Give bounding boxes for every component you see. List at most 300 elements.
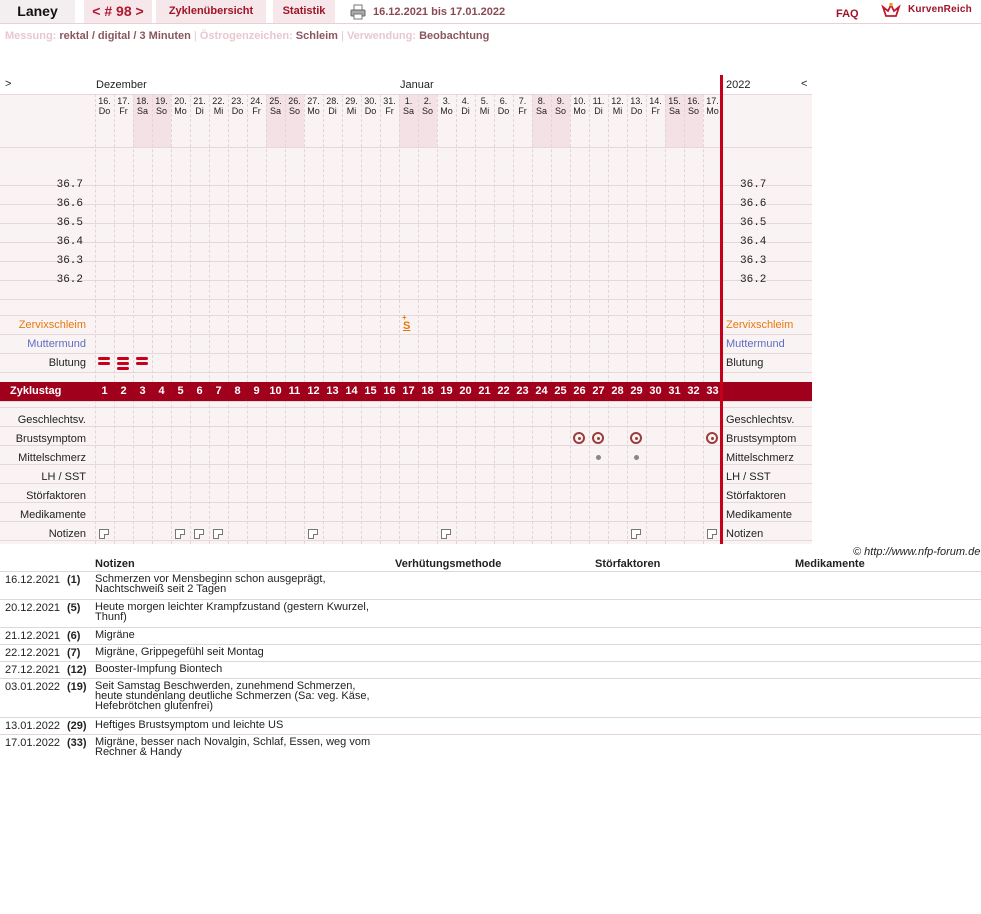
grid-line bbox=[0, 464, 812, 465]
grid-vline bbox=[513, 94, 514, 544]
grid-vline bbox=[665, 94, 666, 544]
day-header[interactable] bbox=[133, 96, 152, 116]
cycle-day-number: 1 bbox=[101, 385, 108, 397]
note-icon[interactable] bbox=[631, 529, 641, 539]
grid-vline bbox=[114, 94, 115, 544]
grid-vline bbox=[304, 94, 305, 544]
day-weekday: Sa bbox=[668, 106, 680, 116]
cycle-day-number: 32 bbox=[687, 385, 700, 397]
blutung-label-right: Blutung bbox=[726, 357, 764, 369]
notes-row bbox=[0, 644, 981, 661]
note-text: Seit Samstag Beschwerden, zunehmend Schmerzen, heute stundenlang deutliche Schmerzen (Sa: veg. Käse, Hefebrötchen glutenfrei) bbox=[95, 680, 370, 712]
zervix-label-right: Zervixschleim bbox=[726, 319, 794, 331]
notes-row bbox=[0, 571, 981, 599]
day-header[interactable] bbox=[475, 96, 494, 116]
day-header[interactable] bbox=[437, 96, 456, 116]
nav-next-button[interactable]: < bbox=[801, 78, 808, 90]
notizen-label-right: Notizen bbox=[726, 528, 764, 540]
grid-line bbox=[0, 299, 812, 300]
day-date: 8. bbox=[537, 96, 546, 106]
grid-vline bbox=[532, 94, 533, 544]
day-date: 29. bbox=[345, 96, 358, 106]
day-weekday: So bbox=[288, 106, 300, 116]
day-header[interactable] bbox=[646, 96, 665, 116]
cycle-day-number: 17 bbox=[402, 385, 415, 397]
day-header[interactable] bbox=[266, 96, 285, 116]
lh-label-right: LH / SST bbox=[726, 471, 771, 483]
grid-vline bbox=[608, 94, 609, 544]
grid-vline bbox=[361, 94, 362, 544]
grid-line bbox=[0, 353, 812, 354]
day-header[interactable] bbox=[247, 96, 266, 116]
usage-value: Beobachtung bbox=[419, 30, 490, 42]
grid-vline bbox=[266, 94, 267, 544]
note-cycle-day: (6) bbox=[67, 630, 81, 642]
day-date: 21. bbox=[193, 96, 206, 106]
col-notes-header: Notizen bbox=[95, 558, 135, 570]
grid-vline bbox=[475, 94, 476, 544]
info-bar bbox=[5, 30, 489, 44]
grid-line bbox=[0, 261, 812, 262]
cycle-day-number: 30 bbox=[649, 385, 662, 397]
measurement-value: rektal / digital / 3 Minuten bbox=[59, 30, 191, 42]
mittelschmerz-dot[interactable] bbox=[634, 455, 639, 460]
day-weekday: Sa bbox=[402, 106, 414, 116]
cycle-day-number: 21 bbox=[478, 385, 491, 397]
grid-vline bbox=[646, 94, 647, 544]
day-date: 12. bbox=[611, 96, 624, 106]
day-weekday: Do bbox=[630, 106, 643, 116]
temp-label: 36.2 bbox=[56, 274, 83, 286]
breast-symptom-icon[interactable] bbox=[592, 432, 604, 444]
day-weekday: Do bbox=[98, 106, 111, 116]
grid-line bbox=[0, 407, 812, 408]
note-date: 21.12.2021 bbox=[5, 630, 61, 642]
day-header[interactable] bbox=[304, 96, 323, 116]
bleeding-icon[interactable] bbox=[117, 357, 129, 367]
temp-label: 36.3 bbox=[56, 255, 83, 267]
day-weekday: Sa bbox=[269, 106, 281, 116]
day-date: 23. bbox=[231, 96, 244, 106]
note-icon[interactable] bbox=[175, 529, 185, 539]
day-weekday: Di bbox=[594, 106, 603, 116]
notes-row bbox=[0, 599, 981, 627]
geschlechtsv-label-right: Geschlechtsv. bbox=[726, 414, 795, 426]
geschlechtsv-label: Geschlechtsv. bbox=[17, 414, 86, 426]
estrogen-label: Östrogenzeichen: bbox=[199, 30, 293, 42]
day-date: 7. bbox=[518, 96, 527, 106]
tab-statistics[interactable]: Statistik bbox=[273, 0, 335, 23]
bleeding-icon[interactable] bbox=[98, 357, 110, 367]
day-header[interactable] bbox=[285, 96, 304, 116]
col-medication-header: Medikamente bbox=[795, 558, 865, 570]
day-date: 4. bbox=[461, 96, 470, 106]
note-text: Heute morgen leichter Krampfzustand (gestern Kwurzel, Thunf) bbox=[95, 601, 369, 623]
day-date: 5. bbox=[480, 96, 489, 106]
day-weekday: Fr bbox=[119, 106, 128, 116]
mittel-label: Mittelschmerz bbox=[18, 452, 86, 464]
day-header[interactable] bbox=[228, 96, 247, 116]
day-header[interactable] bbox=[418, 96, 437, 116]
temp-label: 36.7 bbox=[56, 179, 83, 191]
grid-line bbox=[0, 426, 812, 427]
day-weekday: Mo bbox=[573, 106, 586, 116]
grid-line bbox=[0, 185, 812, 186]
day-date: 17. bbox=[117, 96, 130, 106]
muttermund-label: Muttermund bbox=[27, 338, 86, 350]
temp-label: 36.4 bbox=[56, 236, 83, 248]
temp-label: 36.5 bbox=[56, 217, 83, 229]
printer-icon[interactable] bbox=[350, 4, 366, 20]
cycle-day-number: 2 bbox=[120, 385, 127, 397]
day-weekday: So bbox=[687, 106, 699, 116]
day-header[interactable] bbox=[532, 96, 551, 116]
grid-line bbox=[0, 204, 812, 205]
note-icon[interactable] bbox=[213, 529, 223, 539]
measurement-label: Messung: bbox=[5, 30, 57, 42]
brust-label-right: Brustsymptom bbox=[726, 433, 797, 445]
day-weekday: Fr bbox=[385, 106, 394, 116]
day-date: 31. bbox=[383, 96, 396, 106]
day-date: 27. bbox=[307, 96, 320, 106]
grid-vline bbox=[247, 94, 248, 544]
notes-row bbox=[0, 734, 981, 762]
day-header[interactable] bbox=[95, 96, 114, 116]
col-disturb-header: Störfaktoren bbox=[595, 558, 661, 570]
grid-vline bbox=[456, 94, 457, 544]
day-header[interactable] bbox=[323, 96, 342, 116]
note-icon[interactable] bbox=[441, 529, 451, 539]
breast-symptom-icon[interactable] bbox=[706, 432, 718, 444]
day-date: 25. bbox=[269, 96, 282, 106]
day-date: 20. bbox=[174, 96, 187, 106]
note-date: 03.01.2022 bbox=[5, 681, 61, 693]
day-date: 16. bbox=[687, 96, 700, 106]
note-text: Heftiges Brustsymptom und leichte US bbox=[95, 719, 284, 731]
day-date: 17. bbox=[706, 96, 719, 106]
cycle-day-number: 3 bbox=[139, 385, 146, 397]
day-date: 3. bbox=[442, 96, 451, 106]
grid-vline bbox=[703, 94, 704, 544]
grid-line bbox=[0, 502, 812, 503]
grid-vline bbox=[437, 94, 438, 544]
grid-vline bbox=[418, 94, 419, 544]
cycle-day-number: 24 bbox=[535, 385, 548, 397]
cycle-day-number: 9 bbox=[253, 385, 260, 397]
col-method-header: Verhütungsmethode bbox=[395, 558, 502, 570]
cycle-day-number: 22 bbox=[497, 385, 510, 397]
day-weekday: Di bbox=[195, 106, 204, 116]
day-date: 22. bbox=[212, 96, 225, 106]
cycle-day-number: 13 bbox=[326, 385, 339, 397]
note-cycle-day: (19) bbox=[67, 681, 87, 693]
today-marker bbox=[720, 75, 723, 544]
note-cycle-day: (12) bbox=[67, 664, 87, 676]
cycle-day-number: 29 bbox=[630, 385, 643, 397]
temp-label: 36.6 bbox=[56, 198, 83, 210]
day-header[interactable] bbox=[399, 96, 418, 116]
notes-row bbox=[0, 678, 981, 717]
cycle-day-bar bbox=[0, 382, 812, 401]
medi-label-right: Medikamente bbox=[726, 509, 793, 521]
grid-vline bbox=[380, 94, 381, 544]
cycle-day-number: 28 bbox=[611, 385, 624, 397]
cycle-day-number: 20 bbox=[459, 385, 472, 397]
cycle-day-number: 12 bbox=[307, 385, 320, 397]
medi-label: Medikamente bbox=[19, 509, 86, 521]
temp-label-right: 36.5 bbox=[740, 217, 767, 229]
day-weekday: So bbox=[421, 106, 433, 116]
day-header[interactable] bbox=[152, 96, 171, 116]
cycle-day-number: 18 bbox=[421, 385, 434, 397]
grid-line bbox=[0, 94, 812, 95]
day-weekday: So bbox=[155, 106, 167, 116]
mittelschmerz-dot[interactable] bbox=[596, 455, 601, 460]
day-header[interactable] bbox=[684, 96, 703, 116]
grid-vline bbox=[570, 94, 571, 544]
month-december: Dezember bbox=[96, 79, 147, 91]
day-header[interactable] bbox=[456, 96, 475, 116]
note-text: Migräne, Grippegefühl seit Montag bbox=[95, 646, 264, 658]
grid-vline bbox=[684, 94, 685, 544]
notes-row bbox=[0, 627, 981, 644]
grid-line bbox=[0, 445, 812, 446]
date-range: 16.12.2021 bis 17.01.2022 bbox=[373, 6, 506, 18]
day-weekday: Do bbox=[497, 106, 510, 116]
top-bar bbox=[0, 0, 981, 24]
day-header[interactable] bbox=[342, 96, 361, 116]
day-date: 2. bbox=[423, 96, 432, 106]
note-icon[interactable] bbox=[707, 529, 717, 539]
day-weekday: Fr bbox=[252, 106, 261, 116]
breast-symptom-icon[interactable] bbox=[630, 432, 642, 444]
day-header[interactable] bbox=[494, 96, 513, 116]
notizen-label: Notizen bbox=[48, 528, 86, 540]
day-weekday: Mo bbox=[706, 106, 719, 116]
notes-row bbox=[0, 661, 981, 678]
zervix-label: Zervixschleim bbox=[18, 319, 86, 331]
grid-vline bbox=[95, 94, 96, 544]
temp-label-right: 36.6 bbox=[740, 198, 767, 210]
tab-cycle-overview[interactable]: Zyklenübersicht bbox=[156, 0, 266, 23]
day-header[interactable] bbox=[608, 96, 627, 116]
day-header[interactable] bbox=[627, 96, 646, 116]
day-weekday: Mi bbox=[612, 106, 623, 116]
day-header[interactable] bbox=[570, 96, 589, 116]
grid-vline bbox=[152, 94, 153, 544]
day-weekday: Mo bbox=[174, 106, 187, 116]
cycle-day-number: 7 bbox=[215, 385, 222, 397]
day-weekday: Do bbox=[231, 106, 244, 116]
temp-label-right: 36.7 bbox=[740, 179, 767, 191]
note-cycle-day: (1) bbox=[67, 574, 81, 586]
day-weekday: So bbox=[554, 106, 566, 116]
grid-line bbox=[0, 540, 812, 541]
brust-label: Brustsymptom bbox=[15, 433, 86, 445]
stoer-label: Störfaktoren bbox=[26, 490, 86, 502]
day-date: 18. bbox=[136, 96, 149, 106]
cycle-day-number: 26 bbox=[573, 385, 586, 397]
separator: | bbox=[193, 30, 197, 42]
cycle-day-number: 25 bbox=[554, 385, 567, 397]
day-header[interactable] bbox=[190, 96, 209, 116]
note-text: Booster-Impfung Biontech bbox=[95, 663, 223, 675]
day-header[interactable] bbox=[589, 96, 608, 116]
grid-vline bbox=[342, 94, 343, 544]
note-icon[interactable] bbox=[194, 529, 204, 539]
cycle-day-number: 5 bbox=[177, 385, 184, 397]
grid-line bbox=[0, 521, 812, 522]
logo-text[interactable]: KurvenReich bbox=[908, 4, 972, 15]
separator: | bbox=[341, 30, 344, 42]
day-weekday: Sa bbox=[535, 106, 547, 116]
day-header[interactable] bbox=[513, 96, 532, 116]
day-date: 26. bbox=[288, 96, 301, 106]
note-icon[interactable] bbox=[99, 529, 109, 539]
cycle-day-number: 6 bbox=[196, 385, 203, 397]
note-date: 22.12.2021 bbox=[5, 647, 61, 659]
note-cycle-day: (7) bbox=[67, 647, 81, 659]
grid-vline bbox=[589, 94, 590, 544]
cycle-day-number: 16 bbox=[383, 385, 396, 397]
cycle-day-number: 4 bbox=[158, 385, 165, 397]
note-cycle-day: (5) bbox=[67, 602, 81, 614]
copyright[interactable]: © http://www.nfp-forum.de bbox=[853, 546, 981, 558]
cycle-day-number: 15 bbox=[364, 385, 377, 397]
day-date: 30. bbox=[364, 96, 377, 106]
day-weekday: Mo bbox=[440, 106, 453, 116]
breast-symptom-icon[interactable] bbox=[573, 432, 585, 444]
cycle-day-number: 31 bbox=[668, 385, 681, 397]
cycle-day-label: Zyklustag bbox=[10, 385, 62, 397]
day-date: 10. bbox=[573, 96, 586, 106]
day-date: 6. bbox=[499, 96, 508, 106]
day-date: 15. bbox=[668, 96, 681, 106]
month-january: Januar bbox=[400, 79, 434, 91]
day-header[interactable] bbox=[665, 96, 684, 116]
day-date: 11. bbox=[592, 96, 605, 106]
day-weekday: Mi bbox=[346, 106, 357, 116]
grid-vline bbox=[323, 94, 324, 544]
grid-vline bbox=[228, 94, 229, 544]
day-header[interactable] bbox=[209, 96, 228, 116]
cycle-day-number: 10 bbox=[269, 385, 282, 397]
notes-row bbox=[0, 717, 981, 734]
day-date: 24. bbox=[250, 96, 263, 106]
zervix-mark-plus: + bbox=[402, 313, 407, 322]
year-label: 2022 bbox=[726, 79, 751, 91]
temp-label-right: 36.3 bbox=[740, 255, 767, 267]
grid-vline bbox=[399, 94, 400, 544]
lh-label: LH / SST bbox=[41, 471, 86, 483]
grid-line bbox=[0, 334, 812, 335]
day-weekday: Mo bbox=[307, 106, 320, 116]
day-header[interactable] bbox=[114, 96, 133, 116]
grid-line bbox=[0, 280, 812, 281]
grid-line bbox=[0, 223, 812, 224]
grid-line bbox=[0, 147, 812, 148]
day-date: 28. bbox=[326, 96, 339, 106]
grid-line bbox=[0, 483, 812, 484]
note-date: 17.01.2022 bbox=[5, 737, 61, 749]
zervix-mark[interactable]: S bbox=[403, 320, 411, 332]
note-date: 27.12.2021 bbox=[5, 664, 61, 676]
day-date: 1. bbox=[404, 96, 413, 106]
user-name[interactable]: Laney bbox=[0, 0, 75, 23]
note-date: 16.12.2021 bbox=[5, 574, 61, 586]
day-header[interactable] bbox=[361, 96, 380, 116]
blutung-label: Blutung bbox=[48, 357, 86, 369]
day-weekday: Sa bbox=[136, 106, 148, 116]
day-weekday: Mi bbox=[213, 106, 224, 116]
grid-vline bbox=[209, 94, 210, 544]
grid-vline bbox=[551, 94, 552, 544]
day-weekday: Mi bbox=[479, 106, 490, 116]
grid-vline bbox=[285, 94, 286, 544]
day-date: 14. bbox=[649, 96, 662, 106]
cycle-day-number: 27 bbox=[592, 385, 605, 397]
muttermund-label-right: Muttermund bbox=[726, 338, 785, 350]
grid-line bbox=[0, 372, 812, 373]
day-weekday: Fr bbox=[518, 106, 527, 116]
day-header[interactable] bbox=[171, 96, 190, 116]
temp-label-right: 36.2 bbox=[740, 274, 767, 286]
day-header[interactable] bbox=[380, 96, 399, 116]
cycle-day-number: 33 bbox=[706, 385, 719, 397]
grid-vline bbox=[133, 94, 134, 544]
day-weekday: Di bbox=[328, 106, 337, 116]
note-text: Schmerzen vor Mensbeginn schon ausgeprägt, Nachtschweiß seit 2 Tagen bbox=[95, 573, 326, 595]
stoer-label-right: Störfaktoren bbox=[726, 490, 786, 502]
cycle-day-number: 14 bbox=[345, 385, 358, 397]
cycle-day-number: 19 bbox=[440, 385, 453, 397]
cycle-navigator[interactable]: < # 98 > bbox=[84, 0, 152, 23]
cycle-day-number: 11 bbox=[288, 385, 301, 397]
day-date: 19. bbox=[155, 96, 168, 106]
nav-prev-button[interactable]: > bbox=[5, 78, 12, 90]
grid-vline bbox=[494, 94, 495, 544]
faq-link[interactable]: FAQ bbox=[836, 8, 859, 20]
note-date: 13.01.2022 bbox=[5, 720, 61, 732]
note-icon[interactable] bbox=[308, 529, 318, 539]
day-weekday: Fr bbox=[651, 106, 660, 116]
bleeding-icon[interactable] bbox=[136, 357, 148, 367]
cycle-day-number: 23 bbox=[516, 385, 529, 397]
day-date: 13. bbox=[630, 96, 643, 106]
crown-logo-icon[interactable] bbox=[881, 2, 901, 20]
note-text: Migräne bbox=[95, 629, 135, 641]
grid-vline bbox=[171, 94, 172, 544]
estrogen-value: Schleim bbox=[295, 30, 338, 42]
day-date: 9. bbox=[556, 96, 565, 106]
cycle-chart bbox=[0, 75, 812, 544]
day-weekday: Do bbox=[364, 106, 377, 116]
note-date: 20.12.2021 bbox=[5, 602, 61, 614]
grid-line bbox=[0, 401, 812, 402]
day-header[interactable] bbox=[551, 96, 570, 116]
day-date: 16. bbox=[98, 96, 111, 106]
day-weekday: Di bbox=[461, 106, 470, 116]
grid-vline bbox=[190, 94, 191, 544]
cycle-day-number: 8 bbox=[234, 385, 241, 397]
temp-label-right: 36.4 bbox=[740, 236, 767, 248]
usage-label: Verwendung: bbox=[346, 30, 417, 42]
mittel-label-right: Mittelschmerz bbox=[726, 452, 794, 464]
note-cycle-day: (29) bbox=[67, 720, 87, 732]
grid-vline bbox=[627, 94, 628, 544]
note-text: Migräne, besser nach Novalgin, Schlaf, Essen, weg vom Rechner & Handy bbox=[95, 736, 371, 758]
note-cycle-day: (33) bbox=[67, 737, 87, 749]
